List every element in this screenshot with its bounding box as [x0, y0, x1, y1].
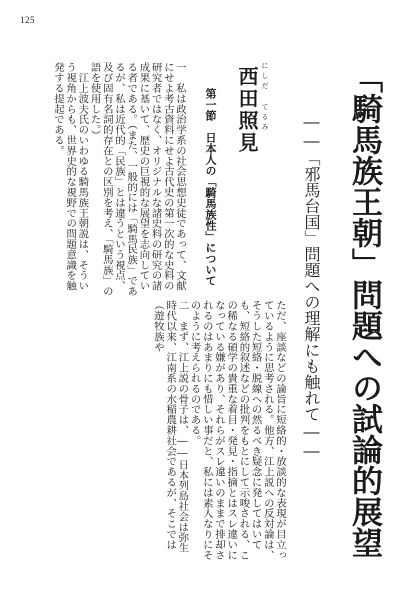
author-name-ruby: にしだ てるみ [261, 62, 269, 133]
page-number: 125 [20, 15, 35, 25]
body-lower-block [24, 300, 286, 562]
section-heading: 第一節 日本人の「騎馬族性」について [204, 88, 217, 286]
body-text-upper: 一 私は政治学系の社会思想史徒であって、文献にせよ考古資料にせよ古代史の第一次的な史料の研究者ではなく、オリジナルな諸史料の研究の諸成果に基いて、歴史の巨視的な展望を志向している者である。（また、一般的には「騎馬民族」であるが、私は近代的「民族」とは違うという視点、及び固有名詞的存在との区別を考え、「騎馬族」の語を使用した。） 江上波夫氏のいわゆる騎馬族王朝説は、そういう視角からも、世界史的な視野での問題意識を触発する提起である。 [51, 62, 186, 296]
article-subtitle: ――「邪馬台国」問題への理解にも触れて―― [302, 112, 321, 460]
body-text-lower: ただ、座談などの論旨に短絡的・放談的な表現が目立っているように思考される。他方、江上説への反対論は、そうした短絡・脱線への然るべき疑念に発してはいても、短絡的叙述などの批判をもとにして示唆される、この稀なる碩学の貴重な着目・発見・指摘とはスレ違いになっている嫌があり、それらがスレ違いのままで排却されるのはあまりにも惜しい事だと、私には素人なりにそのように考えられるのである。 二 まず、江上説の骨子は、――日本列島社会は弥生時代以来、江南系の水稲農耕社会であるが、そこでは（遊牧族や [151, 300, 286, 560]
author-name: 西田照見 [235, 66, 259, 154]
article-title: 「騎馬族王朝」問題への試論的展望 [346, 62, 382, 558]
body-upper-block [24, 62, 186, 298]
